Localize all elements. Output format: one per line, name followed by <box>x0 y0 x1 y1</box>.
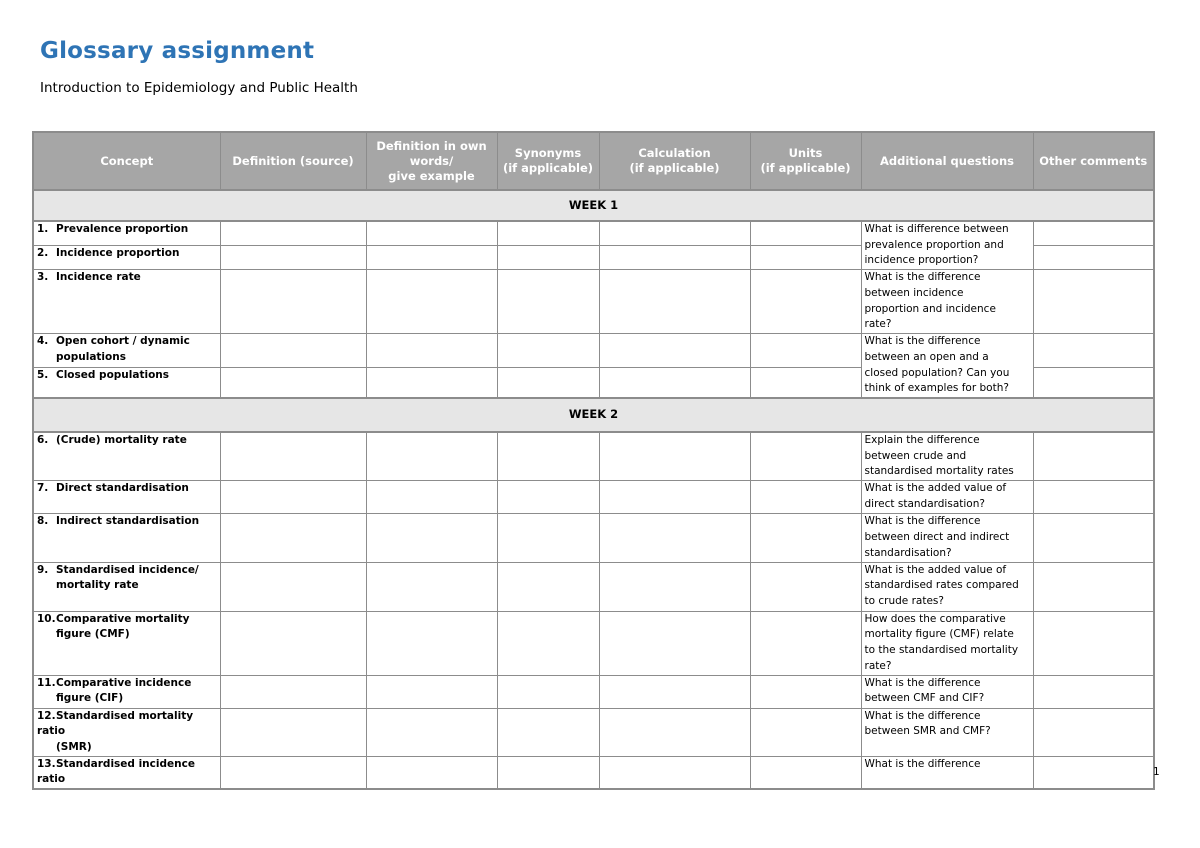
question-line: Explain the difference <box>864 433 980 446</box>
concept-label: Closed populations <box>56 368 170 381</box>
concept-number: 2. <box>37 246 49 259</box>
calculation-cell[interactable] <box>599 708 750 756</box>
calculation-cell[interactable] <box>599 514 750 562</box>
other-comments-cell[interactable] <box>1033 221 1154 245</box>
question-line: between crude and <box>864 449 967 462</box>
definition-source-cell[interactable] <box>220 756 366 789</box>
units-cell[interactable] <box>750 221 861 245</box>
question-line: What is the difference <box>864 271 981 284</box>
own-words-cell[interactable] <box>366 481 497 514</box>
concept-label-continued: mortality rate <box>56 579 139 592</box>
header-definition-own-words <box>366 132 497 190</box>
question-line: standardised rates compared <box>864 579 1019 592</box>
concept-label: Standardised incidence/ <box>56 563 199 576</box>
question-line: between direct and indirect <box>864 531 1010 544</box>
header-units <box>750 132 861 190</box>
question-cell <box>861 270 1033 334</box>
synonyms-cell[interactable] <box>497 481 599 514</box>
own-words-cell[interactable] <box>366 514 497 562</box>
other-comments-cell[interactable] <box>1033 514 1154 562</box>
document-title: Glossary assignment <box>40 38 315 64</box>
table-row <box>33 708 1154 756</box>
units-cell[interactable] <box>750 675 861 708</box>
concept-number: 3. <box>37 271 49 284</box>
other-comments-cell[interactable] <box>1033 708 1154 756</box>
week-row <box>33 190 1154 221</box>
question-cell <box>861 334 1033 398</box>
table-row <box>33 756 1154 789</box>
question-line: between incidence <box>864 286 964 299</box>
own-words-cell[interactable] <box>366 562 497 611</box>
table-row <box>33 270 1154 334</box>
table-row <box>33 514 1154 562</box>
units-cell[interactable] <box>750 611 861 675</box>
question-line: between CMF and CIF? <box>864 692 985 705</box>
concept-number: 10. <box>37 612 56 625</box>
concept-number: 9. <box>37 563 49 576</box>
table-row <box>33 221 1154 245</box>
concept-cell <box>33 756 220 789</box>
concept-number: 1. <box>37 223 49 235</box>
question-line: What is difference between <box>864 223 1009 235</box>
concept-label: Incidence proportion <box>56 246 180 259</box>
question-line: What is the difference <box>864 335 981 348</box>
question-cell <box>861 675 1033 708</box>
own-words-cell[interactable] <box>366 611 497 675</box>
definition-source-cell[interactable] <box>220 675 366 708</box>
definition-source-cell[interactable] <box>220 514 366 562</box>
concept-cell <box>33 514 220 562</box>
concept-label: Comparative incidence <box>56 676 192 689</box>
concept-cell <box>33 708 220 756</box>
header-line: (if applicable) <box>760 161 851 175</box>
concept-cell <box>33 270 220 334</box>
other-comments-cell[interactable] <box>1033 611 1154 675</box>
question-cell <box>861 562 1033 611</box>
synonyms-cell[interactable] <box>497 270 599 334</box>
concept-label-continued: figure (CMF) <box>56 628 130 641</box>
header-line: Calculation <box>638 146 711 160</box>
concept-label: Standardised incidence ratio <box>37 757 195 786</box>
question-cell <box>861 514 1033 562</box>
concept-label: Direct standardisation <box>56 482 189 495</box>
header-calculation <box>599 132 750 190</box>
synonyms-cell[interactable] <box>497 708 599 756</box>
own-words-cell[interactable] <box>366 675 497 708</box>
definition-source-cell[interactable] <box>220 221 366 245</box>
other-comments-cell[interactable] <box>1033 675 1154 708</box>
concept-number: 13. <box>37 757 56 770</box>
other-comments-cell[interactable] <box>1033 245 1154 269</box>
question-line: standardised mortality rates <box>864 465 1014 478</box>
question-line: between SMR and CMF? <box>864 725 991 738</box>
concept-cell <box>33 611 220 675</box>
units-cell[interactable] <box>750 481 861 514</box>
calculation-cell[interactable] <box>599 611 750 675</box>
question-line: rate? <box>864 659 892 672</box>
concept-cell <box>33 562 220 611</box>
header-line: give example <box>388 168 475 183</box>
calculation-cell[interactable] <box>599 221 750 245</box>
own-words-cell[interactable] <box>366 334 497 367</box>
question-line: closed population? Can you <box>864 366 1010 379</box>
units-cell[interactable] <box>750 514 861 562</box>
own-words-cell[interactable] <box>366 756 497 789</box>
question-line: between an open and a <box>864 350 989 363</box>
own-words-cell[interactable] <box>366 245 497 269</box>
definition-source-cell[interactable] <box>220 367 366 398</box>
table-row <box>33 481 1154 514</box>
question-line: What is the difference <box>864 515 981 528</box>
other-comments-cell[interactable] <box>1033 270 1154 334</box>
header-line: Units <box>788 146 823 160</box>
definition-source-cell[interactable] <box>220 481 366 514</box>
units-cell[interactable] <box>750 708 861 756</box>
header-line: words/ <box>409 153 454 168</box>
question-line: What is the difference <box>864 709 981 722</box>
definition-source-cell[interactable] <box>220 270 366 334</box>
other-comments-cell[interactable] <box>1033 481 1154 514</box>
other-comments-cell[interactable] <box>1033 334 1154 367</box>
synonyms-cell[interactable] <box>497 675 599 708</box>
question-cell <box>861 221 1033 270</box>
question-line: incidence proportion? <box>864 254 979 267</box>
concept-label: Incidence rate <box>56 271 141 284</box>
header-line: (if applicable) <box>629 161 720 175</box>
concept-number: 6. <box>37 433 49 446</box>
definition-source-cell[interactable] <box>220 562 366 611</box>
table-row <box>33 562 1154 611</box>
concept-cell <box>33 221 220 245</box>
concept-cell <box>33 675 220 708</box>
concept-cell <box>33 334 220 367</box>
table-row <box>33 675 1154 708</box>
concept-cell <box>33 245 220 269</box>
concept-label-continued: (SMR) <box>56 740 92 753</box>
header-other-comments: Other comments <box>1033 132 1154 190</box>
definition-source-cell[interactable] <box>220 708 366 756</box>
question-line: prevalence proportion and <box>864 238 1004 251</box>
calculation-cell[interactable] <box>599 481 750 514</box>
concept-number: 4. <box>37 335 49 348</box>
synonyms-cell[interactable] <box>497 245 599 269</box>
units-cell[interactable] <box>750 334 861 367</box>
header-line: (if applicable) <box>502 161 594 175</box>
concept-label: Prevalence proportion <box>56 223 189 235</box>
glossary-table <box>32 131 1155 790</box>
concept-label: Open cohort / dynamic <box>56 335 190 348</box>
header-definition-source: Definition (source) <box>220 132 366 190</box>
table-header-row <box>33 132 1154 190</box>
own-words-cell[interactable] <box>366 432 497 481</box>
own-words-cell[interactable] <box>366 708 497 756</box>
question-line: proportion and incidence <box>864 302 996 315</box>
question-line: to the standardised mortality <box>864 643 1019 656</box>
table-row <box>33 432 1154 481</box>
units-cell[interactable] <box>750 367 861 398</box>
table-row <box>33 334 1154 367</box>
definition-source-cell[interactable] <box>220 432 366 481</box>
own-words-cell[interactable] <box>366 367 497 398</box>
question-line: What is the difference <box>864 757 981 770</box>
header-additional-questions: Additional questions <box>861 132 1033 190</box>
document-subtitle: Introduction to Epidemiology and Public Health <box>40 80 358 96</box>
units-cell[interactable] <box>750 270 861 334</box>
concept-cell <box>33 432 220 481</box>
question-line: direct standardisation? <box>864 498 985 511</box>
synonyms-cell[interactable] <box>497 611 599 675</box>
question-cell <box>861 481 1033 514</box>
own-words-cell[interactable] <box>366 270 497 334</box>
calculation-cell[interactable] <box>599 675 750 708</box>
concept-label: (Crude) mortality rate <box>56 433 187 446</box>
synonyms-cell[interactable] <box>497 334 599 367</box>
definition-source-cell[interactable] <box>220 245 366 269</box>
units-cell[interactable] <box>750 245 861 269</box>
question-cell <box>861 756 1033 789</box>
header-concept: Concept <box>33 132 220 190</box>
synonyms-cell[interactable] <box>497 432 599 481</box>
concept-number: 7. <box>37 482 49 495</box>
week-label: WEEK 2 <box>33 398 1154 432</box>
calculation-cell[interactable] <box>599 334 750 367</box>
own-words-cell[interactable] <box>366 221 497 245</box>
other-comments-cell[interactable] <box>1033 562 1154 611</box>
question-cell <box>861 611 1033 675</box>
concept-label: Comparative mortality <box>56 612 190 625</box>
week-label: WEEK 1 <box>33 190 1154 221</box>
question-line: to crude rates? <box>864 594 944 607</box>
question-line: What is the difference <box>864 676 981 689</box>
question-line: How does the comparative <box>864 612 1006 625</box>
synonyms-cell[interactable] <box>497 514 599 562</box>
concept-cell <box>33 367 220 398</box>
concept-label: Standardised mortality ratio <box>37 709 194 738</box>
units-cell[interactable] <box>750 756 861 789</box>
other-comments-cell[interactable] <box>1033 367 1154 398</box>
question-line: rate? <box>864 318 892 331</box>
concept-number: 12. <box>37 709 56 722</box>
definition-source-cell[interactable] <box>220 611 366 675</box>
calculation-cell[interactable] <box>599 367 750 398</box>
concept-label: Indirect standardisation <box>56 515 200 528</box>
concept-number: 5. <box>37 368 49 381</box>
definition-source-cell[interactable] <box>220 334 366 367</box>
week-row <box>33 398 1154 432</box>
question-line: mortality figure (CMF) relate <box>864 628 1014 641</box>
calculation-cell[interactable] <box>599 562 750 611</box>
units-cell[interactable] <box>750 432 861 481</box>
synonyms-cell[interactable] <box>497 221 599 245</box>
concept-label-continued: figure (CIF) <box>56 692 124 705</box>
concept-number: 11. <box>37 676 56 689</box>
question-cell <box>861 708 1033 756</box>
concept-number: 8. <box>37 515 49 528</box>
table-row <box>33 611 1154 675</box>
other-comments-cell[interactable] <box>1033 756 1154 789</box>
synonyms-cell[interactable] <box>497 562 599 611</box>
header-line: Synonyms <box>514 146 582 160</box>
other-comments-cell[interactable] <box>1033 432 1154 481</box>
units-cell[interactable] <box>750 562 861 611</box>
synonyms-cell[interactable] <box>497 756 599 789</box>
synonyms-cell[interactable] <box>497 367 599 398</box>
calculation-cell[interactable] <box>599 270 750 334</box>
calculation-cell[interactable] <box>599 756 750 789</box>
concept-label-continued: populations <box>56 350 126 363</box>
question-line: standardisation? <box>864 546 952 559</box>
question-line: What is the added value of <box>864 563 1007 576</box>
question-line: think of examples for both? <box>864 382 1009 395</box>
calculation-cell[interactable] <box>599 245 750 269</box>
header-synonyms <box>497 132 599 190</box>
page-number: 1 <box>1153 766 1160 778</box>
question-line: What is the added value of <box>864 482 1007 495</box>
concept-cell <box>33 481 220 514</box>
calculation-cell[interactable] <box>599 432 750 481</box>
question-cell <box>861 432 1033 481</box>
header-line: Definition in own <box>376 138 487 153</box>
